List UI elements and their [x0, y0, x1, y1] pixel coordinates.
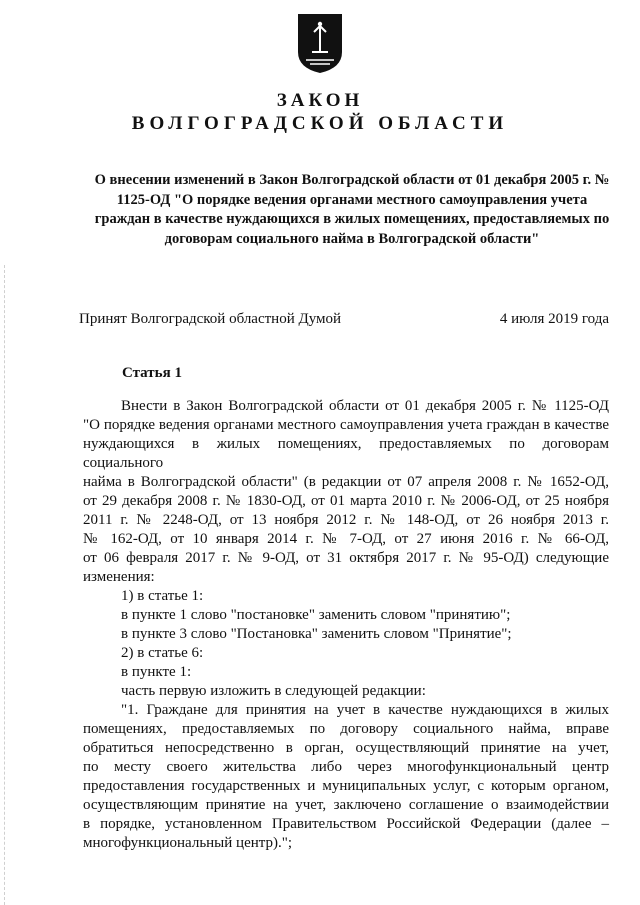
- law-title: ЗАКОН: [276, 90, 364, 111]
- list-item: часть первую изложить в следующей редакции:: [121, 683, 426, 699]
- text-line: от 06 февраля 2017 г. № 9-ОД, от 31 октября 2017 г. № 95-ОД) следующие: [83, 550, 609, 566]
- text-line: Внести в Закон Волгоградской области от 01 декабря 2005 г. № 1125-ОД: [121, 398, 609, 414]
- law-subject: О внесении изменений в Закон Волгоградской области от 01 декабря 2005 г. № 1125-ОД "О порядке ведения органами местного самоуправления учета граждан в качестве нуждающихся в жилых помещениях, предоставляемых по договорам социального найма в Волгоградской области": [94, 172, 610, 247]
- text-line: от 29 декабря 2008 г. № 1830-ОД, от 01 марта 2010 г. № 2006-ОД, от 25 ноября: [83, 493, 609, 509]
- text-line: "О порядке ведения органами местного самоуправления учета граждан в качестве: [83, 417, 609, 433]
- adopted-by: Принят Волгоградской областной Думой: [79, 311, 342, 327]
- quote-line: многофункциональный центр).";: [83, 835, 293, 851]
- text-line: найма в Волгоградской области" (в редакции от 07 апреля 2008 г. № 1652-ОД,: [83, 474, 609, 490]
- text-line: № 162-ОД, от 10 января 2014 г. № 7-ОД, от 27 июня 2016 г. № 66-ОД,: [83, 531, 609, 547]
- text-line: изменения:: [83, 569, 155, 585]
- text-line: 2011 г. № 2248-ОД, от 13 ноября 2012 г. № 148-ОД, от 26 ноября 2013 г.: [83, 512, 609, 528]
- quote-line: предоставления государственных и муниципальных услуг, с которым органом,: [83, 778, 609, 794]
- article-body: [83, 397, 609, 853]
- list-item: в пункте 3 слово "Постановка" заменить словом "Принятие";: [121, 626, 512, 642]
- list-item: 1) в статье 1:: [121, 588, 204, 604]
- quote-line: по месту своего жительства либо через многофункциональный центр: [83, 759, 609, 775]
- scan-edge: [4, 265, 5, 905]
- coat-of-arms-icon: [296, 12, 344, 74]
- list-item: в пункте 1:: [121, 664, 192, 680]
- law-region: ВОЛГОГРАДСКОЙ ОБЛАСТИ: [131, 113, 509, 134]
- quote-line: осуществляющим принятие на учет, заключено соглашение о взаимодействии: [83, 797, 609, 813]
- adoption-date: 4 июля 2019 года: [499, 311, 609, 327]
- text-line: нуждающихся в жилых помещениях, предоставляемых по договорам социального: [83, 436, 609, 471]
- list-item: в пункте 1 слово "постановке" заменить словом "принятию";: [121, 607, 511, 623]
- quote-line: обратиться непосредственно в орган, осуществляющий принятие на учет,: [83, 740, 609, 756]
- article-heading: Статья 1: [122, 365, 182, 381]
- quote-line: в порядке, установленном Правительством Российской Федерации (далее –: [83, 816, 609, 832]
- list-item: 2) в статье 6:: [121, 645, 204, 661]
- quote-line: "1. Граждане для принятия на учет в качестве нуждающихся в жилых: [121, 702, 609, 718]
- quote-line: помещениях, предоставляемых по договору социального найма, вправе: [83, 721, 609, 737]
